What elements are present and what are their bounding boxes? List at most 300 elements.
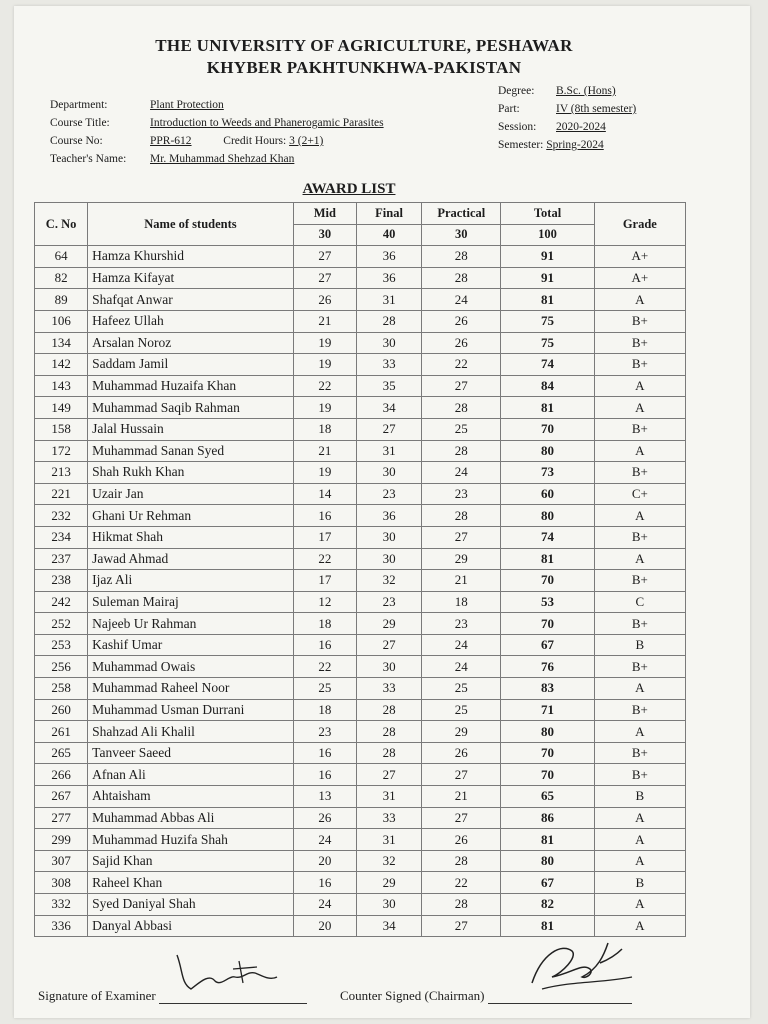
table-row	[35, 354, 686, 376]
table-row	[35, 699, 686, 721]
cell-practical: 27	[422, 807, 501, 829]
cell-c-no: 213	[35, 462, 88, 484]
cell-mid: 21	[293, 310, 356, 332]
department-label: Department:	[50, 99, 108, 111]
cell-grade: A	[594, 894, 685, 916]
cell-grade: A	[594, 807, 685, 829]
cell-final: 23	[356, 591, 421, 613]
cell-final: 33	[356, 678, 421, 700]
cell-total: 70	[501, 418, 594, 440]
max-total: 100	[501, 224, 594, 246]
cell-grade: B+	[594, 570, 685, 592]
cell-practical: 24	[422, 634, 501, 656]
cell-final: 35	[356, 375, 421, 397]
table-row	[35, 807, 686, 829]
cell-final: 28	[356, 310, 421, 332]
credit-hours-label: Credit Hours:	[223, 135, 287, 147]
cell-name: Hikmat Shah	[88, 526, 294, 548]
cell-c-no: 106	[35, 310, 88, 332]
cell-total: 70	[501, 764, 594, 786]
max-final: 40	[356, 224, 421, 246]
cell-practical: 25	[422, 678, 501, 700]
cell-total: 80	[501, 721, 594, 743]
examiner-signature-line	[159, 989, 307, 1004]
cell-name: Muhammad Huzaifa Khan	[88, 375, 294, 397]
cell-name: Shafqat Anwar	[88, 289, 294, 311]
cell-practical: 25	[422, 418, 501, 440]
cell-c-no: 142	[35, 354, 88, 376]
cell-c-no: 134	[35, 332, 88, 354]
header-final: Final	[356, 203, 421, 225]
cell-name: Suleman Mairaj	[88, 591, 294, 613]
table-row	[35, 613, 686, 635]
cell-total: 70	[501, 742, 594, 764]
cell-practical: 28	[422, 397, 501, 419]
cell-final: 36	[356, 267, 421, 289]
cell-c-no: 172	[35, 440, 88, 462]
cell-final: 30	[356, 656, 421, 678]
header-name: Name of students	[88, 203, 294, 246]
cell-final: 34	[356, 915, 421, 937]
cell-name: Shah Rukh Khan	[88, 462, 294, 484]
cell-c-no: 89	[35, 289, 88, 311]
cell-name: Arsalan Noroz	[88, 332, 294, 354]
table-row	[35, 332, 686, 354]
cell-grade: C+	[594, 483, 685, 505]
cell-final: 32	[356, 570, 421, 592]
cell-practical: 18	[422, 591, 501, 613]
cell-total: 65	[501, 786, 594, 808]
cell-mid: 22	[293, 656, 356, 678]
chairman-signature-scribble	[512, 933, 656, 1003]
table-row	[35, 656, 686, 678]
header-row	[35, 203, 686, 225]
cell-name: Jalal Hussain	[88, 418, 294, 440]
cell-practical: 26	[422, 742, 501, 764]
cell-c-no: 232	[35, 505, 88, 527]
cell-final: 27	[356, 764, 421, 786]
cell-practical: 28	[422, 440, 501, 462]
cell-mid: 13	[293, 786, 356, 808]
cell-grade: A	[594, 548, 685, 570]
table-row	[35, 267, 686, 289]
header-total: Total	[501, 203, 594, 225]
cell-final: 30	[356, 332, 421, 354]
cell-final: 28	[356, 721, 421, 743]
cell-c-no: 260	[35, 699, 88, 721]
table-row	[35, 246, 686, 268]
cell-name: Jawad Ahmad	[88, 548, 294, 570]
examiner-signature-scribble	[169, 953, 317, 993]
table-row	[35, 548, 686, 570]
course-title-value: Introduction to Weeds and Phanerogamic Parasites	[150, 117, 384, 129]
table-row	[35, 310, 686, 332]
cell-mid: 23	[293, 721, 356, 743]
cell-mid: 17	[293, 526, 356, 548]
cell-practical: 21	[422, 786, 501, 808]
course-title-label: Course Title:	[50, 117, 110, 129]
cell-mid: 25	[293, 678, 356, 700]
cell-total: 82	[501, 894, 594, 916]
cell-name: Shahzad Ali Khalil	[88, 721, 294, 743]
part-label: Part:	[498, 103, 520, 115]
cell-c-no: 308	[35, 872, 88, 894]
cell-mid: 18	[293, 418, 356, 440]
cell-c-no: 221	[35, 483, 88, 505]
cell-name: Hafeez Ullah	[88, 310, 294, 332]
cell-total: 80	[501, 505, 594, 527]
cell-grade: B+	[594, 613, 685, 635]
cell-final: 36	[356, 505, 421, 527]
cell-name: Sajid Khan	[88, 850, 294, 872]
cell-c-no: 237	[35, 548, 88, 570]
cell-grade: A	[594, 829, 685, 851]
teacher-label: Teacher's Name:	[50, 153, 127, 165]
cell-grade: A	[594, 678, 685, 700]
cell-practical: 27	[422, 375, 501, 397]
table-row	[35, 483, 686, 505]
table-row	[35, 375, 686, 397]
cell-mid: 27	[293, 246, 356, 268]
table-row	[35, 786, 686, 808]
session-value: 2020-2024	[556, 121, 606, 133]
table-row	[35, 397, 686, 419]
cell-name: Muhammad Huzifa Shah	[88, 829, 294, 851]
cell-practical: 22	[422, 872, 501, 894]
cell-grade: B	[594, 872, 685, 894]
cell-practical: 28	[422, 246, 501, 268]
cell-grade: A	[594, 289, 685, 311]
cell-c-no: 332	[35, 894, 88, 916]
chairman-signature	[340, 988, 632, 1004]
cell-total: 81	[501, 548, 594, 570]
cell-grade: A	[594, 915, 685, 937]
cell-final: 36	[356, 246, 421, 268]
cell-final: 23	[356, 483, 421, 505]
cell-name: Afnan Ali	[88, 764, 294, 786]
cell-final: 33	[356, 354, 421, 376]
cell-total: 86	[501, 807, 594, 829]
teacher-value: Mr. Muhammad Shehzad Khan	[150, 153, 295, 165]
cell-name: Kashif Umar	[88, 634, 294, 656]
cell-total: 81	[501, 289, 594, 311]
header-practical: Practical	[422, 203, 501, 225]
cell-grade: B+	[594, 332, 685, 354]
cell-c-no: 256	[35, 656, 88, 678]
table-body	[35, 246, 686, 937]
cell-final: 32	[356, 850, 421, 872]
cell-grade: B+	[594, 764, 685, 786]
cell-c-no: 238	[35, 570, 88, 592]
cell-c-no: 266	[35, 764, 88, 786]
university-name: THE UNIVERSITY OF AGRICULTURE, PESHAWAR	[155, 36, 573, 55]
cell-name: Tanveer Saeed	[88, 742, 294, 764]
cell-name: Muhammad Abbas Ali	[88, 807, 294, 829]
table-row	[35, 591, 686, 613]
cell-mid: 18	[293, 613, 356, 635]
cell-total: 91	[501, 246, 594, 268]
department-value: Plant Protection	[150, 99, 224, 111]
cell-final: 27	[356, 634, 421, 656]
header-grade: Grade	[594, 203, 685, 246]
cell-mid: 24	[293, 894, 356, 916]
meta-right	[498, 82, 636, 154]
cell-mid: 18	[293, 699, 356, 721]
table-row	[35, 678, 686, 700]
cell-c-no: 261	[35, 721, 88, 743]
cell-total: 74	[501, 354, 594, 376]
table-row	[35, 764, 686, 786]
cell-total: 84	[501, 375, 594, 397]
cell-mid: 16	[293, 742, 356, 764]
credit-hours-value: 3 (2+1)	[289, 135, 324, 147]
cell-c-no: 149	[35, 397, 88, 419]
cell-c-no: 143	[35, 375, 88, 397]
cell-c-no: 242	[35, 591, 88, 613]
cell-mid: 14	[293, 483, 356, 505]
cell-c-no: 252	[35, 613, 88, 635]
cell-mid: 26	[293, 807, 356, 829]
cell-grade: B	[594, 786, 685, 808]
cell-grade: A+	[594, 246, 685, 268]
cell-practical: 27	[422, 526, 501, 548]
chairman-label: Counter Signed (Chairman)	[340, 988, 485, 1003]
table-row	[35, 570, 686, 592]
cell-name: Najeeb Ur Rahman	[88, 613, 294, 635]
cell-total: 67	[501, 872, 594, 894]
cell-c-no: 258	[35, 678, 88, 700]
cell-final: 28	[356, 699, 421, 721]
cell-practical: 28	[422, 505, 501, 527]
cell-total: 67	[501, 634, 594, 656]
cell-total: 73	[501, 462, 594, 484]
cell-total: 91	[501, 267, 594, 289]
max-practical: 30	[422, 224, 501, 246]
cell-grade: A	[594, 850, 685, 872]
cell-practical: 26	[422, 829, 501, 851]
cell-practical: 26	[422, 310, 501, 332]
cell-c-no: 299	[35, 829, 88, 851]
cell-total: 80	[501, 850, 594, 872]
cell-grade: B+	[594, 354, 685, 376]
cell-practical: 27	[422, 915, 501, 937]
cell-total: 81	[501, 397, 594, 419]
table-row	[35, 829, 686, 851]
cell-total: 81	[501, 915, 594, 937]
cell-mid: 16	[293, 764, 356, 786]
cell-mid: 12	[293, 591, 356, 613]
cell-grade: A	[594, 397, 685, 419]
cell-grade: A	[594, 375, 685, 397]
cell-total: 53	[501, 591, 594, 613]
cell-c-no: 158	[35, 418, 88, 440]
cell-total: 75	[501, 310, 594, 332]
meta-left	[50, 96, 384, 168]
cell-grade: B+	[594, 742, 685, 764]
cell-c-no: 64	[35, 246, 88, 268]
cell-name: Raheel Khan	[88, 872, 294, 894]
examiner-signature	[38, 988, 307, 1004]
cell-name: Muhammad Usman Durrani	[88, 699, 294, 721]
award-list-title: AWARD LIST	[302, 181, 396, 197]
chairman-signature-line	[488, 989, 632, 1004]
semester-value: Spring-2024	[546, 139, 604, 151]
cell-final: 31	[356, 440, 421, 462]
table-row	[35, 742, 686, 764]
cell-final: 29	[356, 872, 421, 894]
cell-name: Danyal Abbasi	[88, 915, 294, 937]
award-table	[34, 202, 686, 937]
cell-final: 31	[356, 786, 421, 808]
table-row	[35, 850, 686, 872]
cell-practical: 26	[422, 332, 501, 354]
table-row	[35, 894, 686, 916]
cell-practical: 24	[422, 289, 501, 311]
cell-mid: 22	[293, 548, 356, 570]
cell-mid: 16	[293, 505, 356, 527]
cell-grade: B+	[594, 310, 685, 332]
cell-name: Saddam Jamil	[88, 354, 294, 376]
cell-mid: 27	[293, 267, 356, 289]
cell-grade: B+	[594, 418, 685, 440]
cell-mid: 22	[293, 375, 356, 397]
cell-practical: 24	[422, 462, 501, 484]
course-no-value: PPR-612	[150, 135, 192, 147]
header-mid: Mid	[293, 203, 356, 225]
cell-final: 30	[356, 526, 421, 548]
cell-practical: 28	[422, 850, 501, 872]
cell-mid: 24	[293, 829, 356, 851]
table-row	[35, 462, 686, 484]
cell-name: Hamza Khurshid	[88, 246, 294, 268]
course-no-label: Course No:	[50, 135, 103, 147]
cell-total: 71	[501, 699, 594, 721]
cell-practical: 25	[422, 699, 501, 721]
cell-grade: B+	[594, 699, 685, 721]
cell-c-no: 82	[35, 267, 88, 289]
cell-practical: 22	[422, 354, 501, 376]
table-row	[35, 440, 686, 462]
cell-final: 34	[356, 397, 421, 419]
cell-total: 80	[501, 440, 594, 462]
cell-total: 81	[501, 829, 594, 851]
table-row	[35, 721, 686, 743]
cell-grade: A	[594, 440, 685, 462]
cell-mid: 16	[293, 872, 356, 894]
cell-c-no: 277	[35, 807, 88, 829]
cell-mid: 17	[293, 570, 356, 592]
province-name: KHYBER PAKHTUNKHWA-PAKISTAN	[206, 58, 522, 77]
degree-value: B.Sc. (Hons)	[556, 85, 616, 97]
cell-mid: 19	[293, 462, 356, 484]
cell-grade: C	[594, 591, 685, 613]
cell-grade: B+	[594, 462, 685, 484]
cell-mid: 16	[293, 634, 356, 656]
cell-grade: B	[594, 634, 685, 656]
cell-mid: 20	[293, 915, 356, 937]
cell-total: 70	[501, 570, 594, 592]
table-row	[35, 634, 686, 656]
cell-name: Muhammad Saqib Rahman	[88, 397, 294, 419]
cell-mid: 21	[293, 440, 356, 462]
cell-total: 74	[501, 526, 594, 548]
cell-mid: 20	[293, 850, 356, 872]
cell-name: Syed Daniyal Shah	[88, 894, 294, 916]
cell-grade: A	[594, 721, 685, 743]
degree-label: Degree:	[498, 85, 535, 97]
cell-total: 76	[501, 656, 594, 678]
cell-name: Muhammad Raheel Noor	[88, 678, 294, 700]
cell-total: 83	[501, 678, 594, 700]
cell-name: Uzair Jan	[88, 483, 294, 505]
table-row	[35, 289, 686, 311]
cell-practical: 23	[422, 613, 501, 635]
cell-practical: 24	[422, 656, 501, 678]
cell-grade: B+	[594, 526, 685, 548]
cell-mid: 19	[293, 397, 356, 419]
cell-c-no: 234	[35, 526, 88, 548]
cell-practical: 23	[422, 483, 501, 505]
cell-final: 31	[356, 829, 421, 851]
cell-grade: A+	[594, 267, 685, 289]
cell-final: 31	[356, 289, 421, 311]
cell-name: Ghani Ur Rehman	[88, 505, 294, 527]
cell-name: Ahtaisham	[88, 786, 294, 808]
table-row	[35, 505, 686, 527]
cell-grade: B+	[594, 656, 685, 678]
max-mid: 30	[293, 224, 356, 246]
award-list-sheet	[14, 6, 750, 1018]
cell-practical: 27	[422, 764, 501, 786]
cell-name: Muhammad Sanan Syed	[88, 440, 294, 462]
cell-total: 75	[501, 332, 594, 354]
cell-practical: 21	[422, 570, 501, 592]
cell-total: 60	[501, 483, 594, 505]
cell-practical: 28	[422, 267, 501, 289]
cell-final: 30	[356, 462, 421, 484]
cell-final: 33	[356, 807, 421, 829]
cell-c-no: 267	[35, 786, 88, 808]
cell-total: 70	[501, 613, 594, 635]
cell-final: 27	[356, 418, 421, 440]
header-c-no: C. No	[35, 203, 88, 246]
session-label: Session:	[498, 121, 537, 133]
cell-final: 30	[356, 548, 421, 570]
cell-practical: 29	[422, 721, 501, 743]
table-row	[35, 418, 686, 440]
cell-practical: 28	[422, 894, 501, 916]
cell-name: Muhammad Owais	[88, 656, 294, 678]
cell-c-no: 265	[35, 742, 88, 764]
examiner-label: Signature of Examiner	[38, 988, 156, 1003]
semester-label: Semester:	[498, 139, 544, 151]
cell-name: Hamza Kifayat	[88, 267, 294, 289]
cell-mid: 19	[293, 332, 356, 354]
cell-c-no: 307	[35, 850, 88, 872]
cell-c-no: 336	[35, 915, 88, 937]
cell-practical: 29	[422, 548, 501, 570]
table-row	[35, 872, 686, 894]
part-value: IV (8th semester)	[556, 103, 637, 115]
cell-mid: 19	[293, 354, 356, 376]
cell-c-no: 253	[35, 634, 88, 656]
cell-final: 28	[356, 742, 421, 764]
cell-mid: 26	[293, 289, 356, 311]
cell-final: 29	[356, 613, 421, 635]
table-row	[35, 526, 686, 548]
cell-grade: A	[594, 505, 685, 527]
cell-final: 30	[356, 894, 421, 916]
